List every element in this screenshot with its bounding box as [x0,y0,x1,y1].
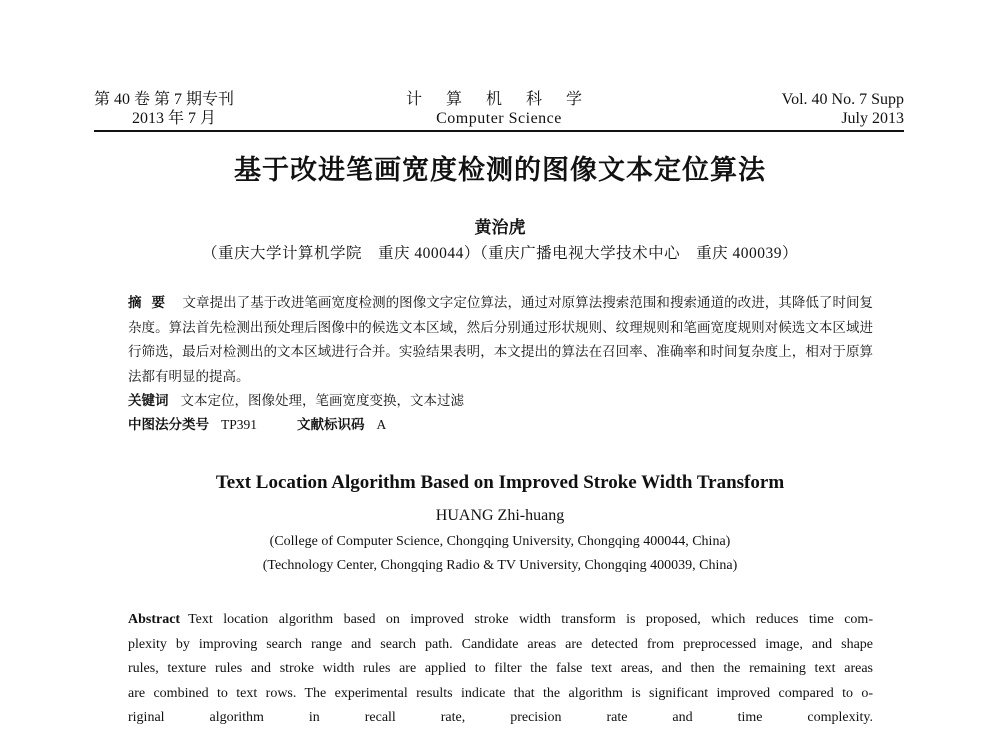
abstract-en [128,608,873,725]
abstract-block-cn [128,291,873,437]
abstract-text-cn: 文章提出了基于改进笔画宽度检测的图像文字定位算法，通过对原算法搜索范围和搜索通道的改进，其降低了时间复杂度。算法首先检测出预处理后图像中的候选文本区域，然后分别通过形状规则、纹理规则和笔画宽度规则对候选文本区域进行筛选，最后对检测出的文本区域进行合并。实验结果表明，本文提出的算法在召回率、准确率和时间复杂度上，相对于原算法都有明显的提高。 [128,295,874,384]
issue-info-en [782,90,904,128]
author-cn: 黄治虎 [474,218,526,238]
clc-value: TP391 [221,417,258,432]
clc-label: 中图法分类号 [128,417,209,433]
affiliation-en-2: (Technology Center, Chongqing Radio & TV University, Chongqing 400039, China) [262,558,738,573]
keywords-label-cn: 关键词 [128,393,169,409]
keywords-cn [128,389,873,413]
abstract-en-line-4: are combined to text rows. The experimental results indicate that the algorithm is significant improved compared to o- [128,685,873,701]
abstract-en-line-3: rules, texture rules and stroke width rules are applied to filter the false text areas, and then the remaining text areas [128,661,873,676]
abstract-en-line-1 [128,608,873,633]
paper-title-cn: 基于改进笔画宽度检测的图像文本定位算法 [234,155,766,186]
volume-issue-en: Vol. 40 No. 7 Supp [781,91,904,108]
doc-code-value: A [376,417,387,432]
paper-title-en: Text Location Algorithm Based on Improved Stroke Width Transform [215,472,785,493]
volume-issue-cn: 第 40 卷 第 7 期专刊 [94,91,235,108]
abstract-en-line-5: riginal algorithm in recall rate, precision rate and time complexity. [128,710,873,725]
journal-name-cn: 计 算 机 科 学 [405,91,592,108]
classification-line [128,413,873,437]
journal-name-en: Computer Science [436,110,562,127]
abstract-label-cn: 摘要 [128,295,176,311]
journal-header [94,90,904,134]
header-rule [94,130,904,132]
abstract-cn [128,291,873,389]
affiliation-en-1: (College of Computer Science, Chongqing University, Chongqing 400044, China) [269,534,731,549]
keywords-text-cn: 文本定位，图像处理，笔画宽度变换，文本过滤 [180,393,464,408]
abstract-en-line-2: plexity by improving search range and search path. Candidate areas are detected from preprocessed image, and shape [128,636,873,652]
affiliation-cn: （重庆大学计算机学院 重庆 400044）（重庆广播电视大学技术中心 重庆 400039） [201,245,798,262]
abstract-label-en: Abstract [128,612,181,627]
doc-code-label: 文献标识码 [297,417,365,433]
date-en: July 2013 [841,110,904,127]
date-cn: 2013 年 7 月 [132,110,217,127]
author-en: HUANG Zhi-huang [435,507,565,524]
abstract-en-text-1: Text location algorithm based on improved stroke width transform is proposed, which reduces time com- [188,612,873,627]
issue-info-cn [94,90,234,128]
